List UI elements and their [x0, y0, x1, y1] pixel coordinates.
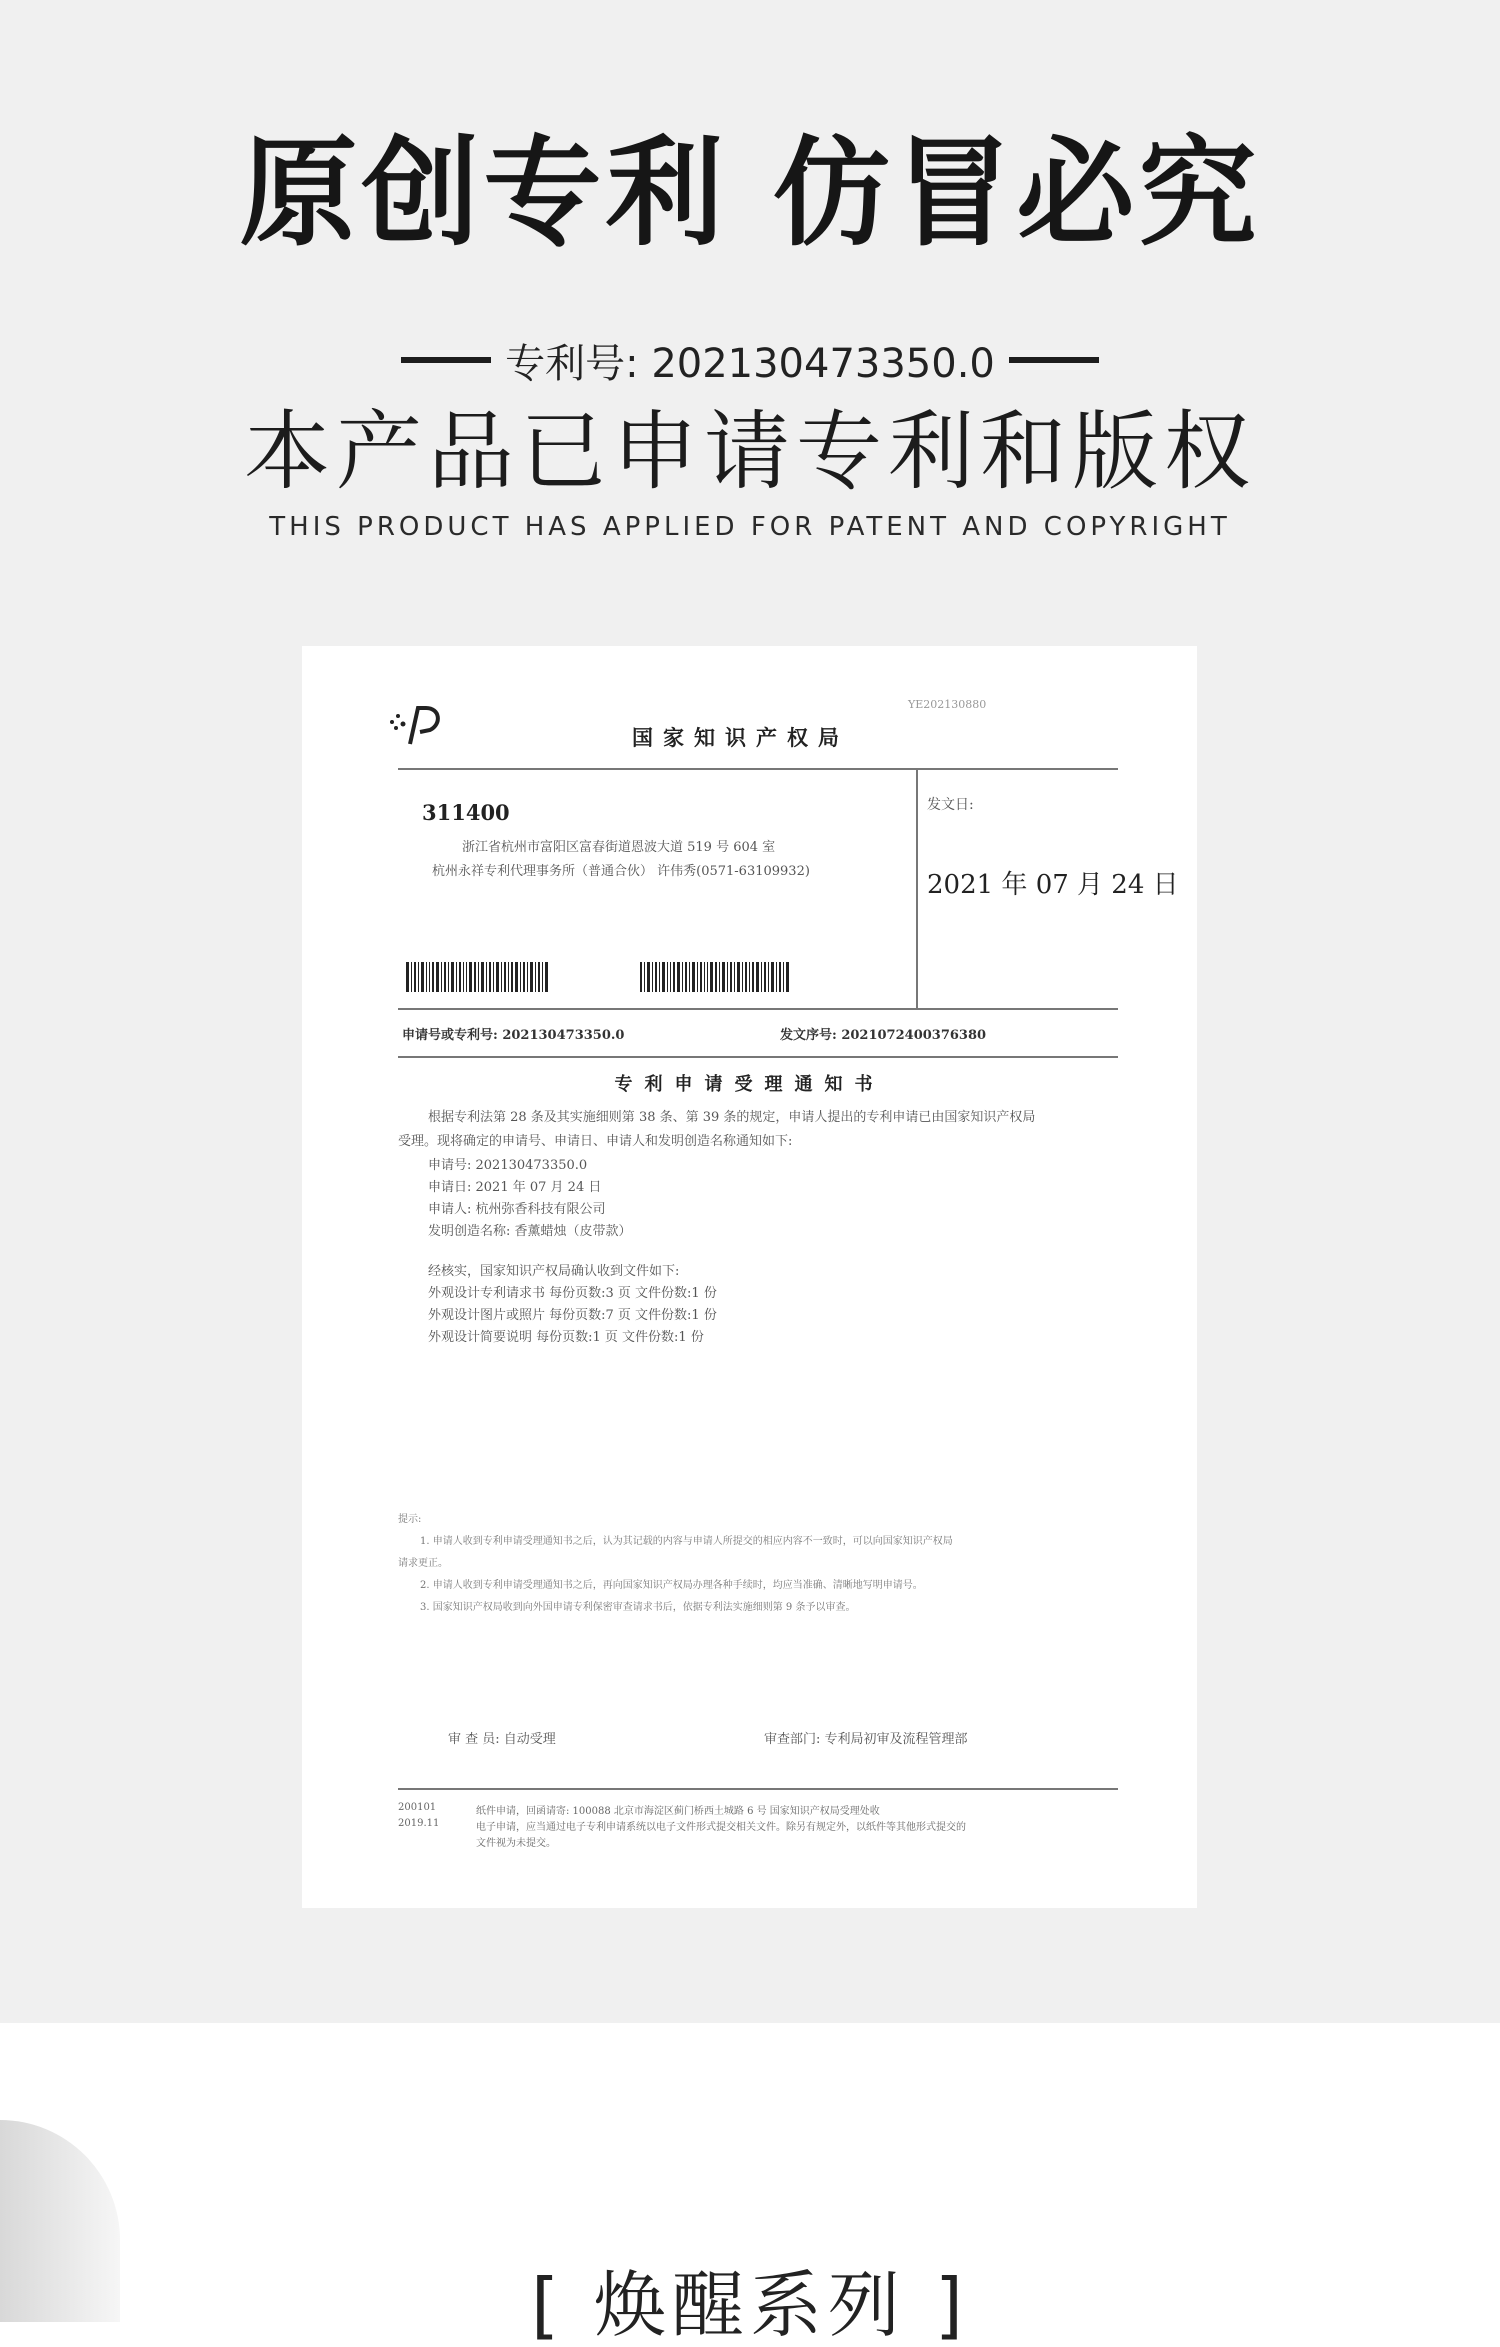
file-line: 外观设计专利请求书 每份页数:3 页 文件份数:1 份	[428, 1286, 717, 1301]
office-name: 国家知识产权局	[632, 725, 849, 750]
footer-code-1: 200101	[398, 1802, 437, 1813]
subhead-english: THIS PRODUCT HAS APPLIED FOR PATENT AND COPYRIGHT	[269, 512, 1231, 542]
address-line-2: 杭州永祥专利代理事务所（普通合伙） 许伟秀(0571-63109932)	[432, 864, 810, 879]
serial-number: 发文序号: 2021072400376380	[780, 1028, 987, 1043]
issue-date-label: 发文日:	[927, 797, 974, 813]
examiner: 审 查 员: 自动受理	[448, 1732, 556, 1747]
subhead: 本产品已申请专利和版权	[244, 402, 1256, 502]
file-line: 外观设计简要说明 每份页数:1 页 文件份数:1 份	[428, 1330, 704, 1345]
form-code: YE202130880	[908, 698, 987, 711]
note-line: 请求更正。	[398, 1558, 448, 1569]
top-rule	[398, 768, 1118, 770]
body-line: 受理。现将确定的申请号、申请日、申请人和发明创造名称通知如下:	[398, 1134, 793, 1149]
barcode-left	[406, 962, 550, 992]
left-dash	[401, 357, 491, 363]
date-divider	[916, 768, 918, 1008]
body-line: 根据专利法第 28 条及其实施细则第 38 条、第 39 条的规定，申请人提出的专利申请已由国家知识产权局	[428, 1110, 1036, 1125]
series-title: [ 焕醒系列 ]	[531, 2263, 969, 2347]
notice-title: 专利申请受理通知书	[614, 1074, 885, 1095]
body-line: 申请日: 2021 年 07 月 24 日	[428, 1180, 602, 1195]
footer-code-2: 2019.11	[398, 1818, 440, 1829]
headline: 原创专利 仿冒必究	[239, 124, 1261, 262]
note-line: 提示:	[398, 1514, 422, 1525]
body-line: 申请号: 202130473350.0	[428, 1158, 588, 1173]
issue-date: 2021 年 07 月 24 日	[927, 870, 1179, 900]
postcode: 311400	[422, 800, 510, 825]
footer-line: 文件视为未提交。	[476, 1838, 556, 1849]
footer-line: 电子申请，应当通过电子专利申请系统以电子文件形式提交相关文件。除另有规定外，以纸件等其他形式提交的	[476, 1822, 966, 1833]
body-line: 申请人: 杭州弥香科技有限公司	[428, 1202, 606, 1217]
note-line: 2. 申请人收到专利申请受理通知书之后，再向国家知识产权局办理各种手续时，均应当准确、清晰地写明申请号。	[420, 1580, 923, 1591]
barcode-right	[640, 962, 791, 992]
note-line: 3. 国家知识产权局收到向外国申请专利保密审查请求书后，依据专利法实施细则第 9 条予以审查。	[420, 1602, 856, 1613]
file-line: 经核实，国家知识产权局确认收到文件如下:	[428, 1264, 680, 1279]
application-number: 申请号或专利号: 202130473350.0	[402, 1028, 625, 1043]
address-line-1: 浙江省杭州市富阳区富春街道恩波大道 519 号 604 室	[462, 840, 776, 855]
footer-rule	[398, 1788, 1118, 1790]
mid-rule	[398, 1008, 1118, 1010]
notice-rule	[398, 1056, 1118, 1058]
patent-number-row	[0, 330, 1500, 390]
note-line: 1. 申请人收到专利申请受理通知书之后，认为其记载的内容与申请人所提交的相应内容不一致时，可以向国家知识产权局	[420, 1536, 953, 1547]
cnipa-logo-icon	[386, 704, 448, 748]
patent-certificate	[302, 646, 1197, 1908]
patent-number: 专利号: 202130473350.0	[505, 340, 995, 387]
body-line: 发明创造名称: 香薰蜡烛（皮带款）	[428, 1224, 632, 1239]
department: 审查部门: 专利局初审及流程管理部	[764, 1732, 968, 1747]
file-line: 外观设计图片或照片 每份页数:7 页 文件份数:1 份	[428, 1308, 717, 1323]
right-dash	[1009, 357, 1099, 363]
footer-line: 纸件申请，回函请寄: 100088 北京市海淀区蓟门桥西土城路 6 号 国家知识产权局受理处收	[476, 1806, 880, 1817]
